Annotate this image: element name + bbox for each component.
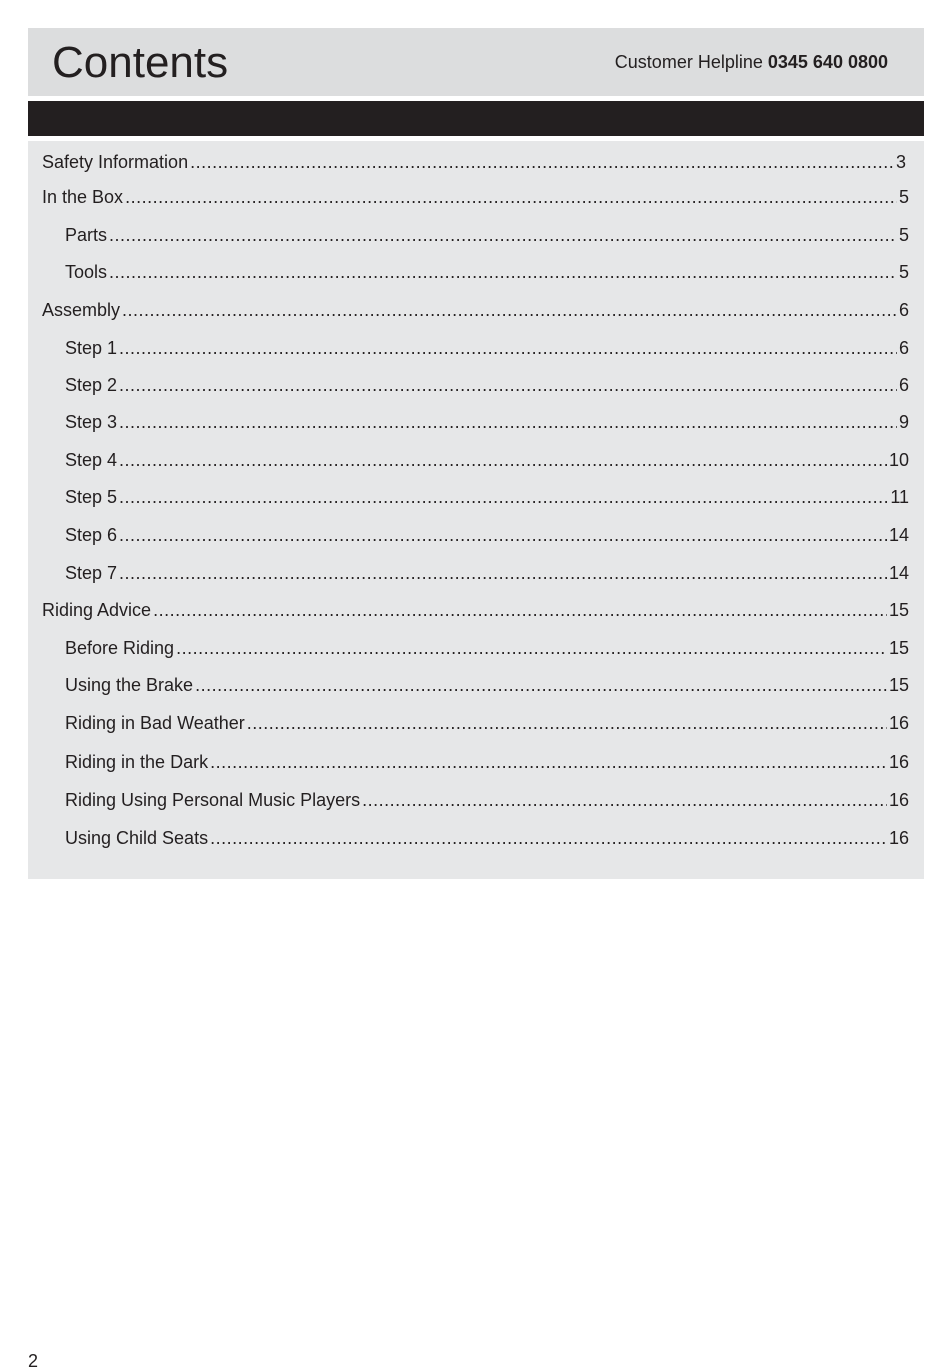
toc-dot-leader — [119, 447, 887, 473]
toc-entry-label: Riding in Bad Weather — [65, 713, 245, 733]
toc-entry-label: In the Box — [42, 187, 124, 207]
toc-dot-leader — [119, 409, 897, 435]
toc-entry[interactable] — [65, 710, 909, 736]
toc-dot-leader — [119, 522, 887, 548]
toc-entry-label: Tools — [65, 262, 108, 282]
toc-dot-leader — [210, 749, 887, 775]
toc-dot-leader — [190, 149, 894, 175]
toc-entry-page: 16 — [888, 713, 909, 733]
toc-entry[interactable] — [65, 749, 909, 775]
toc-entry-page: 3 — [895, 152, 906, 172]
toc-entry[interactable] — [65, 484, 909, 510]
customer-helpline — [615, 50, 888, 74]
toc-entry-page: 5 — [898, 262, 909, 282]
toc-entry-label: Step 1 — [65, 338, 118, 358]
toc-entry[interactable] — [65, 259, 909, 285]
toc-entry-label: Step 7 — [65, 563, 118, 583]
toc-entry-label: Step 6 — [65, 525, 118, 545]
toc-entry-page: 11 — [890, 487, 909, 507]
toc-entry-label: Riding Using Personal Music Players — [65, 790, 361, 810]
toc-entry-page: 16 — [888, 828, 909, 848]
toc-entry-page: 10 — [888, 450, 909, 470]
toc-entry-page: 6 — [898, 375, 909, 395]
toc-entry[interactable] — [42, 297, 909, 323]
toc-entry[interactable] — [65, 560, 909, 586]
toc-entry[interactable] — [65, 409, 909, 435]
toc-entry-label: Before Riding — [65, 638, 175, 658]
page-title: Contents — [52, 38, 229, 87]
toc-dot-leader — [119, 484, 888, 510]
toc-dot-leader — [125, 184, 897, 210]
toc-dot-leader — [119, 335, 897, 361]
helpline-label: Customer Helpline — [614, 52, 763, 72]
toc-entry-label: Safety Information — [42, 152, 189, 172]
toc-entry[interactable] — [42, 184, 909, 210]
table-of-contents — [28, 141, 924, 879]
toc-entry[interactable] — [65, 672, 909, 698]
toc-entry-page: 6 — [898, 300, 909, 320]
toc-dot-leader — [119, 372, 897, 398]
toc-entry-label: Step 2 — [65, 375, 118, 395]
toc-entry-page: 5 — [898, 187, 909, 207]
toc-entry-page: 14 — [888, 563, 909, 583]
toc-entry-page: 16 — [888, 752, 909, 772]
toc-entry[interactable] — [65, 522, 909, 548]
toc-entry-label: Step 5 — [65, 487, 118, 507]
toc-entry-label: Using Child Seats — [65, 828, 209, 848]
toc-dot-leader — [362, 787, 887, 813]
toc-entry-page: 5 — [898, 225, 909, 245]
toc-entry-label: Step 3 — [65, 412, 118, 432]
toc-entry-page: 15 — [888, 675, 909, 695]
toc-entry-page: 14 — [888, 525, 909, 545]
toc-entry[interactable] — [65, 372, 909, 398]
page-number: 2 — [28, 1351, 39, 1371]
toc-entry[interactable] — [42, 597, 909, 623]
toc-entry-page: 9 — [898, 412, 909, 432]
toc-dot-leader — [247, 710, 887, 736]
toc-entry-page: 15 — [888, 638, 909, 658]
toc-entry[interactable] — [65, 447, 909, 473]
toc-entry-label: Riding Advice — [42, 600, 152, 620]
toc-entry-label: Parts — [65, 225, 108, 245]
toc-entry[interactable] — [65, 335, 909, 361]
toc-dot-leader — [119, 560, 887, 586]
toc-entry[interactable] — [42, 149, 906, 175]
toc-entry-page: 6 — [898, 338, 909, 358]
toc-entry[interactable] — [65, 825, 909, 851]
toc-dot-leader — [176, 635, 887, 661]
toc-entry-label: Using the Brake — [65, 675, 194, 695]
toc-dot-leader — [109, 222, 897, 248]
toc-dot-leader — [109, 259, 897, 285]
header-band — [28, 28, 924, 96]
toc-entry-label: Step 4 — [65, 450, 118, 470]
toc-dot-leader — [122, 297, 897, 323]
helpline-number: 0345 640 0800 — [767, 52, 888, 72]
toc-entry-label: Assembly — [42, 300, 121, 320]
toc-entry[interactable] — [65, 635, 909, 661]
toc-entry-label: Riding in the Dark — [65, 752, 209, 772]
toc-dot-leader — [210, 825, 887, 851]
toc-entry[interactable] — [65, 787, 909, 813]
divider-bar — [28, 101, 924, 136]
toc-dot-leader — [195, 672, 887, 698]
toc-entry-page: 16 — [888, 790, 909, 810]
toc-entry[interactable] — [65, 222, 909, 248]
toc-entry-page: 15 — [888, 600, 909, 620]
toc-dot-leader — [153, 597, 887, 623]
